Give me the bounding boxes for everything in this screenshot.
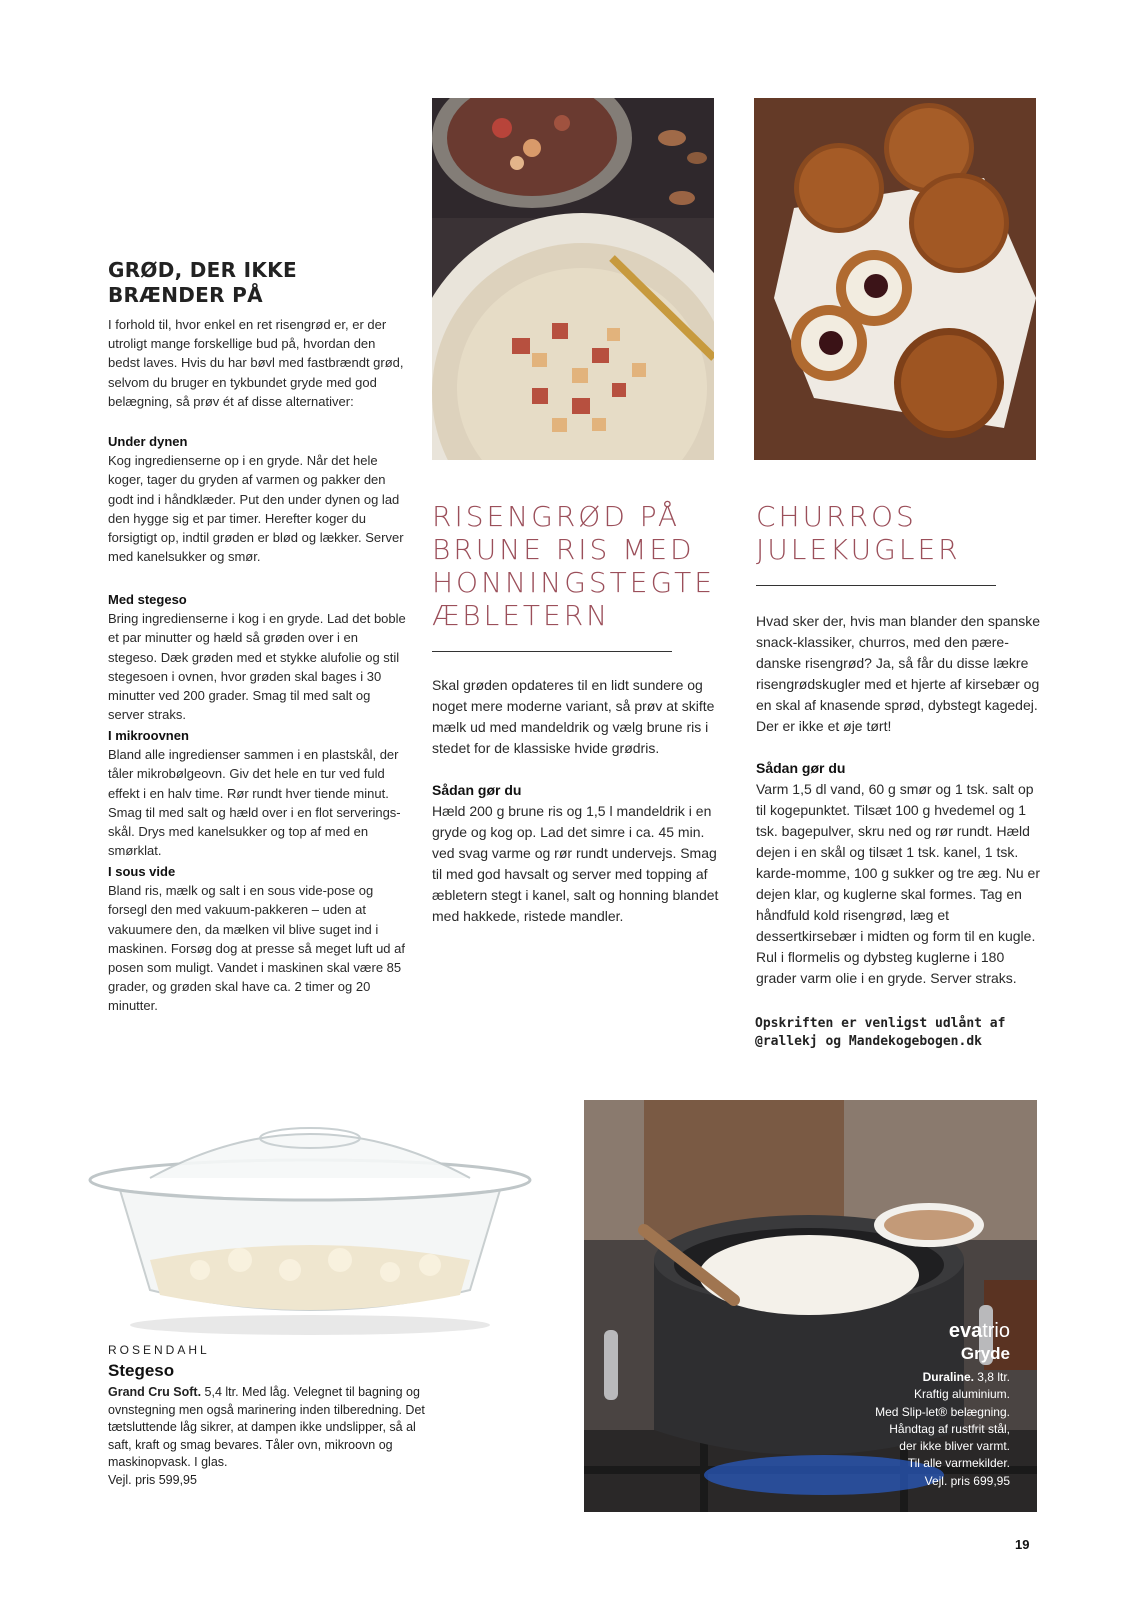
tip-text: Kog ingredienserne op i en gryde. Når det hele koger, tager du gryden af varmen og pakker den godt ind i håndklæder. Put den under dynen og lad den hygge sig et par timer. Herefter koger du forsigtigt op, indtil grøden er blød og lækker. Server med kanelsukker og smør. — [108, 453, 404, 565]
product2-name: Gryde — [960, 1344, 1010, 1363]
product1-name: Stegeso — [108, 1361, 175, 1380]
recipe2-method: Varm 1,5 dl vand, 60 g smør og 1 tsk. salt op til kogepunktet. Tilsæt 100 g hvedemel og 1 tsk. bagepulver, skru ned og rør rundt. Hæld dejen i en skål og tilsæt 1 tsk. kanel, 1 tsk. karde-momme, 100 g sukker og tre æg. Nu er dejen klar, og kuglerne skal formes. Tag en håndfuld kold risengrød, læg et dessertkirsebær i midten og form til en kugle. Rul i flormelis og dybsteg kuglerne i 180 grader varm olie i en gryde. Server straks. — [756, 781, 1041, 986]
tip-text: Bland alle ingredienser sammen i en plastskål, der tåler mikrobølgeovn. Giv det hele en tur ved fuld effekt i en halv time. Rør rundt hver tiende minut. Smag til med salt og hæld over i en flot serverings-skål. Drys med kanelsukker og top af med en smørklat. — [108, 747, 401, 859]
evatrio-logo-b: trio — [982, 1320, 1010, 1342]
product2-price: Vejl. pris 699,95 — [924, 1473, 1010, 1488]
tip-heading: I sous vide — [108, 864, 176, 879]
product1-price: Vejl. pris 599,95 — [108, 1472, 197, 1487]
recipe1-body — [432, 675, 722, 927]
stegeso-product-image — [80, 1110, 540, 1340]
product2-description — [800, 1369, 1010, 1490]
product2-desc-line: der ikke bliver varmt. — [899, 1439, 1010, 1454]
porridge-photo — [432, 98, 714, 460]
recipe1-intro: Skal grøden opdateres til en lidt sundere og noget mere moderne variant, så prøv at skifte mælk ud med mandeldrik og vælg brune ris i stedet for de klassiske hvide grødris. — [432, 677, 715, 756]
product2-desc-bold: Duraline. — [922, 1370, 974, 1384]
tip-heading: Under dynen — [108, 434, 188, 449]
product2-desc-line: Til alle varmekilder. — [907, 1456, 1010, 1471]
product1-brand: ROSENDAHL — [108, 1343, 210, 1357]
recipe2-intro: Hvad sker der, hvis man blander den spanske snack-klassiker, churros, med den pære-danske risengrød? Ja, så får du disse lækre risengrødskugler med et hjerte af kirsebær og en skal af knasende sprød, dybstegt kagedej. Der er ikke et øje tørt! — [756, 613, 1041, 734]
evatrio-logo — [820, 1320, 1010, 1343]
tip-heading: I mikroovnen — [108, 728, 189, 743]
tip-text: Bring ingredienserne i kog i en gryde. Lad det boble et par minutter og hæld så grøden over i en stegeso. Dæk grøden med et stykke alufolie og stil stegesoen i ovnen, hvor grøden skal bages i 30 minutter ved 200 grader. Smag til med salt og server straks. — [108, 611, 406, 723]
product1-description — [108, 1384, 428, 1489]
recipe1-title — [432, 500, 732, 632]
product2-desc-line: Med Slip-let® belægning. — [875, 1404, 1010, 1419]
recipe1-method-heading: Sådan gør du — [432, 782, 522, 798]
tip-i-sous-vide — [108, 862, 408, 1016]
churros-photo — [754, 98, 1036, 460]
sidebar-title: GRØD, DER IKKE BRÆNDER PÅ — [108, 258, 297, 307]
product2-desc-line: Kraftig aluminium. — [913, 1387, 1010, 1402]
page-number: 19 — [1015, 1537, 1030, 1552]
product1-desc-bold: Grand Cru Soft. — [108, 1385, 202, 1399]
recipe-credit — [755, 1015, 1035, 1051]
recipe1-title-line: ÆBLETERN — [432, 599, 611, 632]
recipe2-title-line: CHURROS — [756, 500, 917, 533]
recipe2-title — [756, 500, 1036, 566]
tip-med-stegeso — [108, 590, 408, 724]
tip-text: Bland ris, mælk og salt i en sous vide-pose og forsegl den med vakuum-pakkeren – uden at vakuumere den, da mælken vil blive suget ind i maskinen. Forsøg dog at presse så meget luft ud af posen som muligt. Vandet i maskinen skal være 85 grader, og grøden skal have ca. 2 timer og 20 minutter. — [108, 883, 405, 1014]
recipe1-title-line: RISENGRØD PÅ — [432, 500, 681, 533]
tip-under-dynen — [108, 432, 408, 566]
recipe2-method-heading: Sådan gør du — [756, 760, 846, 776]
credit-line: Opskriften er venligst udlånt af — [755, 1016, 1006, 1031]
recipe1-divider — [432, 651, 672, 652]
recipe2-body — [756, 611, 1046, 989]
credit-line: @rallekj og Mandekogebogen.dk — [755, 1034, 982, 1049]
tip-i-mikroovnen — [108, 726, 408, 860]
recipe1-method: Hæld 200 g brune ris og 1,5 l mandeldrik i en gryde og kog op. Lad det simre i ca. 45 min. ved svag varme og rør rundt undervejs. Smag til med god havsalt og server med topping af æbletern stegt i kanel, salt og honning blandet med hakkede, ristede mandler. — [432, 803, 719, 924]
product2-desc-line: Håndtag af rustfrit stål, — [889, 1421, 1010, 1436]
sidebar-intro: I forhold til, hvor enkel en ret risengrød er, er der utroligt mange forskellige bud på, hvordan den bedst laves. Hvis du har bøvl med fastbrændt grød, selvom du bruger en tykbundet gryde med god belægning, så prøv ét af disse alternativer: — [108, 317, 404, 409]
product2-size: 3,8 ltr. — [973, 1370, 1010, 1384]
product2-desc-line — [800, 1369, 1010, 1386]
recipe2-title-line: JULEKUGLER — [756, 533, 961, 566]
recipe1-title-line: BRUNE RIS MED — [432, 533, 695, 566]
recipe2-divider — [756, 585, 996, 586]
recipe1-title-line: HONNINGSTEGTE — [432, 566, 715, 599]
evatrio-logo-a: eva — [948, 1320, 983, 1342]
product1-desc-text: 5,4 ltr. Med låg. Velegnet til bagning og ovnstegning men også marinering inden tilberedning. Det tætsluttende låg sikrer, at dampen ikke undslipper, så al saft, kraft og smag bevares. Tåler ovn, mikroovn og maskinopvask. I glas. — [108, 1385, 425, 1469]
tip-heading: Med stegeso — [108, 592, 187, 607]
